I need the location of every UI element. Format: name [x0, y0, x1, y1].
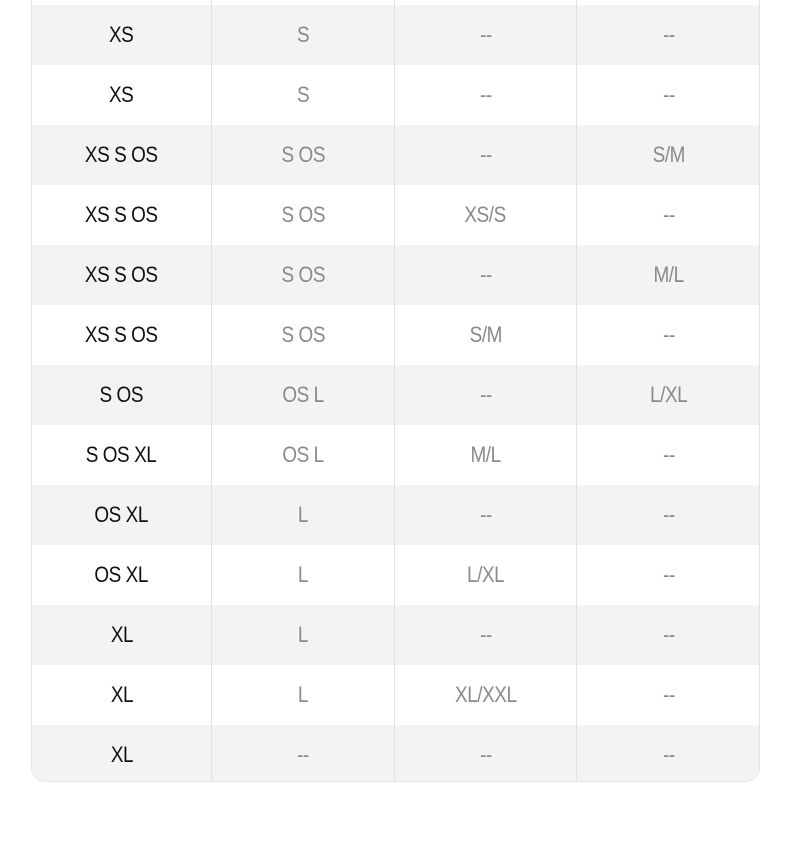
size-value: OS L — [282, 442, 324, 467]
table-cell — [395, 545, 577, 605]
table-cell — [577, 185, 760, 245]
table-cell — [212, 65, 395, 125]
size-chart-table — [31, 0, 760, 782]
size-value: XS/S — [464, 202, 507, 227]
size-value: XS S OS — [85, 262, 158, 287]
table-cell — [577, 305, 760, 365]
table-cell — [32, 365, 212, 425]
size-value: -- — [662, 22, 675, 47]
table-cell — [212, 5, 395, 65]
table-cell — [577, 725, 760, 782]
size-value: L/XL — [466, 562, 505, 587]
size-value: S OS — [281, 322, 325, 347]
table-cell — [395, 485, 577, 545]
table-cell — [395, 425, 577, 485]
table-cell — [32, 5, 212, 65]
table-cell — [395, 305, 577, 365]
table-body — [32, 5, 759, 782]
table-cell — [32, 605, 212, 665]
table-row — [32, 185, 759, 245]
size-value: -- — [479, 22, 492, 47]
size-value: -- — [479, 742, 492, 767]
size-value: S/M — [469, 322, 502, 347]
size-value: -- — [662, 82, 675, 107]
size-value: -- — [479, 502, 492, 527]
table-cell — [577, 485, 760, 545]
size-value: XS S OS — [85, 322, 158, 347]
table-cell — [212, 545, 395, 605]
size-value: XS S OS — [85, 142, 158, 167]
table-cell — [212, 245, 395, 305]
size-value: S — [296, 82, 310, 107]
table-row — [32, 305, 759, 365]
table-cell — [577, 545, 760, 605]
size-value: M/L — [470, 442, 501, 467]
table-cell — [212, 125, 395, 185]
size-value: XS — [109, 82, 134, 107]
size-value: L — [297, 502, 309, 527]
table-cell — [577, 5, 760, 65]
size-value: OS XL — [94, 562, 149, 587]
table-cell — [32, 545, 212, 605]
size-value: S — [296, 22, 310, 47]
size-value: S OS — [281, 142, 325, 167]
size-value: XL/XXL — [454, 682, 517, 707]
table-row — [32, 725, 759, 782]
table-cell — [212, 485, 395, 545]
size-value: -- — [479, 82, 492, 107]
size-value: L — [297, 622, 309, 647]
table-cell — [395, 365, 577, 425]
table-cell — [212, 425, 395, 485]
size-value: XL — [110, 682, 133, 707]
table-cell — [577, 365, 760, 425]
size-value: XL — [110, 622, 133, 647]
table-cell — [32, 665, 212, 725]
size-value: -- — [479, 262, 492, 287]
table-cell — [212, 305, 395, 365]
size-value: -- — [662, 502, 675, 527]
size-value: L — [297, 562, 309, 587]
table-cell — [395, 65, 577, 125]
size-value: OS XL — [94, 502, 149, 527]
table-cell — [32, 425, 212, 485]
table-row — [32, 485, 759, 545]
size-value: -- — [479, 382, 492, 407]
size-value: M/L — [653, 262, 684, 287]
table-cell — [395, 245, 577, 305]
table-cell — [577, 605, 760, 665]
size-value: XL — [110, 742, 133, 767]
table-cell — [577, 65, 760, 125]
size-value: S/M — [652, 142, 685, 167]
table-cell — [32, 245, 212, 305]
table-cell — [212, 185, 395, 245]
size-value: S OS — [99, 382, 144, 407]
table-cell — [577, 125, 760, 185]
table-row — [32, 665, 759, 725]
size-value: S OS XL — [86, 442, 157, 467]
table-cell — [395, 665, 577, 725]
table-cell — [395, 5, 577, 65]
size-value: XS — [109, 22, 134, 47]
size-value: S OS — [281, 202, 325, 227]
size-value: L/XL — [649, 382, 688, 407]
table-row — [32, 545, 759, 605]
table-row — [32, 65, 759, 125]
table-cell — [212, 725, 395, 782]
table-cell — [577, 425, 760, 485]
table-cell — [395, 605, 577, 665]
table-cell — [577, 245, 760, 305]
table-cell — [395, 725, 577, 782]
size-value: -- — [662, 322, 675, 347]
table-cell — [32, 185, 212, 245]
table-cell — [32, 725, 212, 782]
table-row — [32, 605, 759, 665]
size-value: -- — [662, 622, 675, 647]
table-row — [32, 365, 759, 425]
table-row — [32, 5, 759, 65]
size-value: XS S OS — [85, 202, 158, 227]
table-cell — [395, 125, 577, 185]
size-value: -- — [662, 442, 675, 467]
size-value: -- — [479, 622, 492, 647]
table-cell — [212, 665, 395, 725]
table-cell — [32, 305, 212, 365]
table-cell — [212, 605, 395, 665]
table-row — [32, 425, 759, 485]
size-value: -- — [479, 142, 492, 167]
table-row — [32, 125, 759, 185]
size-value: OS L — [282, 382, 324, 407]
table-cell — [577, 665, 760, 725]
table-cell — [395, 185, 577, 245]
table-row — [32, 245, 759, 305]
size-value: -- — [662, 682, 675, 707]
size-value: -- — [662, 202, 675, 227]
table-cell — [212, 365, 395, 425]
size-value: -- — [662, 742, 675, 767]
size-value: -- — [297, 742, 309, 767]
table-cell — [32, 485, 212, 545]
size-value: S OS — [281, 262, 325, 287]
size-value: L — [297, 682, 309, 707]
table-cell — [32, 125, 212, 185]
size-value: -- — [662, 562, 675, 587]
table-cell — [32, 65, 212, 125]
